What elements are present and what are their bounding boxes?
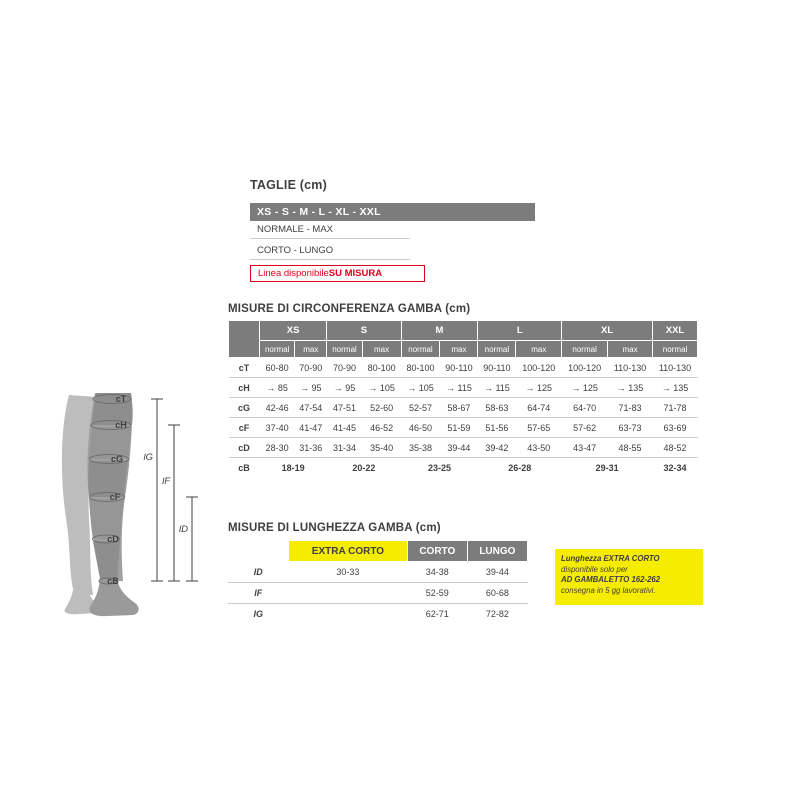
row-label-cb: cB [238,462,250,473]
cell-cd-1: 31-36 [295,438,327,458]
length-table [228,540,528,624]
cell-cf-7: 57-65 [516,418,562,438]
circumference-subheader-row [229,341,698,358]
svg-text:cF: cF [109,492,121,502]
note-line-1: Lunghezza EXTRA CORTO [561,554,660,563]
circumference-header-xs: XS [260,321,327,341]
cell-ct-9: 110-130 [608,358,653,378]
cell-cg-2: 47-51 [327,398,362,418]
cell-ld-extra: 30-33 [289,562,408,583]
svg-text:cH: cH [115,420,127,430]
table-row [229,418,698,438]
circumference-header-s: S [327,321,401,341]
row-label-ch: cH [229,378,260,398]
note-line-4: consegna in 5 gg lavorativi. [561,585,656,595]
cell-lg-lungo: 72-82 [485,609,509,619]
custom-line-badge [250,265,425,282]
extra-corto-note [555,549,703,605]
cell-cg-10: 71-78 [653,398,698,418]
cell-cg-6: 58-63 [478,398,516,418]
cell-lf-corto: 52-59 [407,583,467,604]
cell-lf-lungo: 60-68 [467,583,527,604]
cell-ch-6: → 115 [478,378,516,398]
cell-ch-1: → 95 [295,378,327,398]
circumference-header-xxl: XXL [653,321,698,341]
table-row [229,458,698,478]
row-label-cg: cG [229,398,260,418]
svg-text:lF: lF [162,476,170,487]
leg-diagram [55,385,245,635]
subheader-l-max: max [516,341,562,358]
circumference-header-xl: XL [562,321,653,341]
cell-cd-4: 35-38 [401,438,440,458]
cell-cd-6: 39-42 [478,438,516,458]
cell-cd-5: 39-44 [440,438,478,458]
cell-ct-7: 100-120 [516,358,562,378]
table-row [229,398,698,418]
custom-line-prefix: Linea disponibile [258,268,329,279]
table-row [228,583,528,604]
circumference-size-header-row [229,321,698,341]
subheader-s-normal: normal [327,341,362,358]
cell-ct-10: 110-130 [653,358,698,378]
cell-cg-7: 64-74 [516,398,562,418]
cell-cf-0: 37-40 [260,418,295,438]
cell-cg-3: 52-60 [362,398,401,418]
sizes-row-corto-lungo: CORTO - LUNGO [250,242,410,260]
cell-cd-3: 35-40 [362,438,401,458]
row-label-cd: cD [229,438,260,458]
sizes-bar: XS - S - M - L - XL - XXL [250,203,535,221]
cell-cd-2: 31-34 [327,438,362,458]
custom-line-bold: SU MISURA [328,268,383,279]
cell-ch-10: → 135 [653,378,698,398]
svg-text:cD: cD [107,534,119,544]
cell-cb-m: 23-25 [427,462,451,473]
subheader-xxl-normal: normal [653,341,698,358]
note-line-3: AD GAMBALETTO 162-262 [561,575,661,585]
cell-cb-xl: 29-31 [595,462,619,473]
cell-cd-10: 48-52 [653,438,698,458]
cell-cb-xs: 18-19 [281,462,305,473]
cell-cg-5: 58-67 [440,398,478,418]
cell-ct-1: 70-90 [295,358,327,378]
cell-cf-4: 46-50 [401,418,440,438]
table-row [229,358,698,378]
cell-ch-0: → 85 [260,378,295,398]
cell-cg-8: 64-70 [562,398,608,418]
note-line-2: disponibile solo per [561,564,628,574]
table-row [228,562,528,583]
cell-ct-2: 70-90 [327,358,362,378]
row-label-lg: lG [253,609,263,619]
cell-cd-8: 43-47 [562,438,608,458]
row-label-cf: cF [229,418,260,438]
cell-cf-3: 46-52 [362,418,401,438]
length-header-lungo: LUNGO [467,541,527,562]
svg-text:lD: lD [179,524,188,535]
cell-ch-5: → 115 [440,378,478,398]
cell-cg-9: 71-83 [608,398,653,418]
length-header-corto: CORTO [407,541,467,562]
table-row [228,604,528,625]
cell-cg-1: 47-54 [295,398,327,418]
svg-text:lG: lG [143,452,153,463]
length-header-row [228,541,528,562]
subheader-m-normal: normal [401,341,440,358]
cell-cf-8: 57-62 [562,418,608,438]
length-section-title: MISURE DI LUNGHEZZA GAMBA (cm) [228,522,441,534]
cell-cf-1: 41-47 [295,418,327,438]
cell-lf-extra [289,583,408,604]
subheader-xs-max: max [295,341,327,358]
cell-cg-0: 42-46 [260,398,295,418]
cell-cg-4: 52-57 [401,398,440,418]
cell-cf-10: 63-69 [653,418,698,438]
cell-ch-7: → 125 [516,378,562,398]
length-corner-cell [228,541,289,562]
length-header-extra-corto: EXTRA CORTO [289,541,408,562]
cell-cf-6: 51-56 [478,418,516,438]
cell-cb-xxl: 32-34 [663,462,687,473]
cell-ct-0: 60-80 [260,358,295,378]
circumference-table [228,320,698,477]
cell-ct-6: 90-110 [478,358,516,378]
sizes-title: TAGLIE (cm) [250,178,327,192]
cell-ld-lungo: 39-44 [467,562,527,583]
circumference-corner-cell [229,321,260,358]
sizes-row-normale-max: NORMALE - MAX [250,221,410,239]
cell-ct-3: 80-100 [362,358,401,378]
cell-cb-l: 26-28 [508,462,532,473]
subheader-m-max: max [440,341,478,358]
circumference-header-m: M [401,321,478,341]
subheader-xl-normal: normal [562,341,608,358]
cell-cd-7: 43-50 [516,438,562,458]
row-label-lf: lF [228,583,289,604]
cell-ch-9: → 135 [608,378,653,398]
circumference-section-title: MISURE DI CIRCONFERENZA GAMBA (cm) [228,303,471,315]
subheader-xs-normal: normal [260,341,295,358]
cell-cd-0: 28-30 [260,438,295,458]
subheader-l-normal: normal [478,341,516,358]
row-label-ct: cT [229,358,260,378]
table-row [229,438,698,458]
cell-ld-corto: 34-38 [407,562,467,583]
cell-ch-8: → 125 [562,378,608,398]
cell-cf-9: 63-73 [608,418,653,438]
cell-ct-8: 100-120 [562,358,608,378]
cell-ch-4: → 105 [401,378,440,398]
subheader-xl-max: max [608,341,653,358]
cell-ch-2: → 95 [327,378,362,398]
cell-lg-extra [289,604,408,625]
svg-text:cB: cB [107,576,119,586]
cell-cd-9: 48-55 [608,438,653,458]
table-row [229,378,698,398]
cell-cf-5: 51-59 [440,418,478,438]
svg-text:cG: cG [110,454,124,464]
cell-ct-5: 90-110 [440,358,478,378]
cell-cb-s: 20-22 [352,462,376,473]
cell-ct-4: 80-100 [401,358,440,378]
cell-cf-2: 41-45 [327,418,362,438]
subheader-s-max: max [362,341,401,358]
row-label-ld: lD [228,562,289,583]
svg-text:cT: cT [115,394,127,404]
circumference-header-l: L [478,321,562,341]
cell-lg-corto: 62-71 [425,609,449,619]
cell-ch-3: → 105 [362,378,401,398]
